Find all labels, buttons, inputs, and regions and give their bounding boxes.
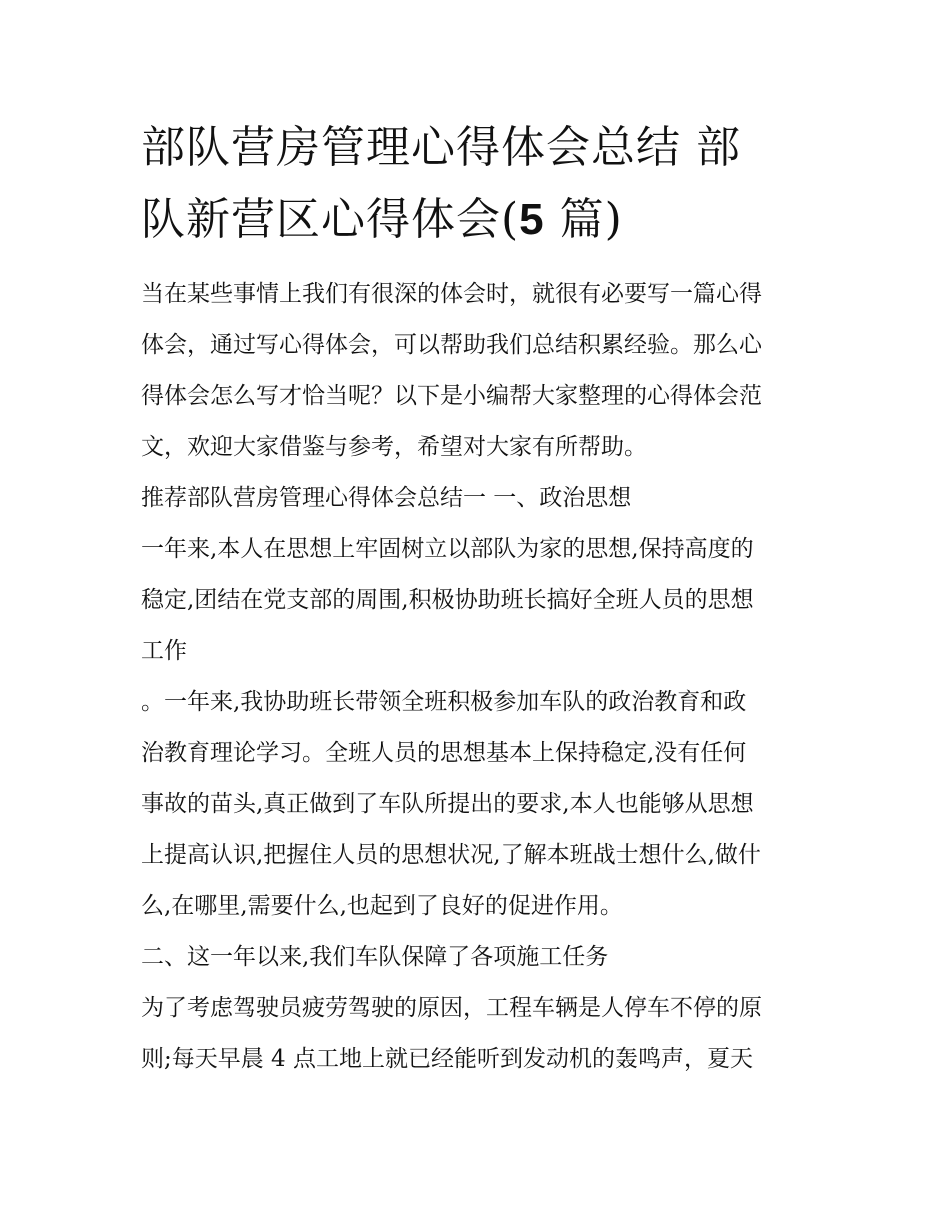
- body-line: 体会，通过写心得体会，可以帮助我们总结积累经验。那么心: [141, 332, 762, 358]
- body-line: 文，欢迎大家借鉴与参考，希望对大家有所帮助。: [141, 434, 647, 460]
- body-line: 得体会怎么写才恰当呢？以下是小编帮大家整理的心得体会范: [141, 383, 762, 409]
- body-line: 。一年来,我协助班长带领全班积极参加车队的政治教育和政: [141, 689, 747, 715]
- body-line: 治教育理论学习。全班人员的思想基本上保持稳定,没有任何: [141, 740, 747, 766]
- title-count: 5: [519, 195, 545, 244]
- body-line: 为了考虑驾驶员疲劳驾驶的原因，工程车辆是人停车不停的原: [141, 995, 762, 1021]
- section-heading: 二、这一年以来,我们车队保障了各项施工任务: [141, 944, 609, 970]
- document-page: [141, 112, 813, 1085]
- body-line: 工作: [141, 638, 187, 664]
- document-title: [141, 112, 813, 256]
- document-body: [141, 269, 813, 1085]
- body-line: 么,在哪里,需要什么,也起到了良好的促进作用。: [141, 893, 623, 919]
- section-heading: 推荐部队营房管理心得体会总结一 一、政治思想: [141, 485, 632, 511]
- title-line: 队新营区心得体会(5 篇): [141, 194, 623, 245]
- body-line: 一年来,本人在思想上牢固树立以部队为家的思想,保持高度的: [141, 536, 754, 562]
- body-line: 当在某些事情上我们有很深的体会时，就很有必要写一篇心得: [141, 281, 762, 307]
- body-line: 事故的苗头,真正做到了车队所提出的要求,本人也能够从思想: [141, 791, 754, 817]
- body-line: 稳定,团结在党支部的周围,积极协助班长搞好全班人员的思想: [141, 587, 754, 613]
- body-line: 上提高认识,把握住人员的思想状况,了解本班战士想什么,做什: [141, 842, 761, 868]
- title-line: 部队营房管理心得体会总结 部: [141, 122, 741, 173]
- body-line: 则;每天早晨 4 点工地上就已经能听到发动机的轰鸣声，夏天: [141, 1046, 754, 1072]
